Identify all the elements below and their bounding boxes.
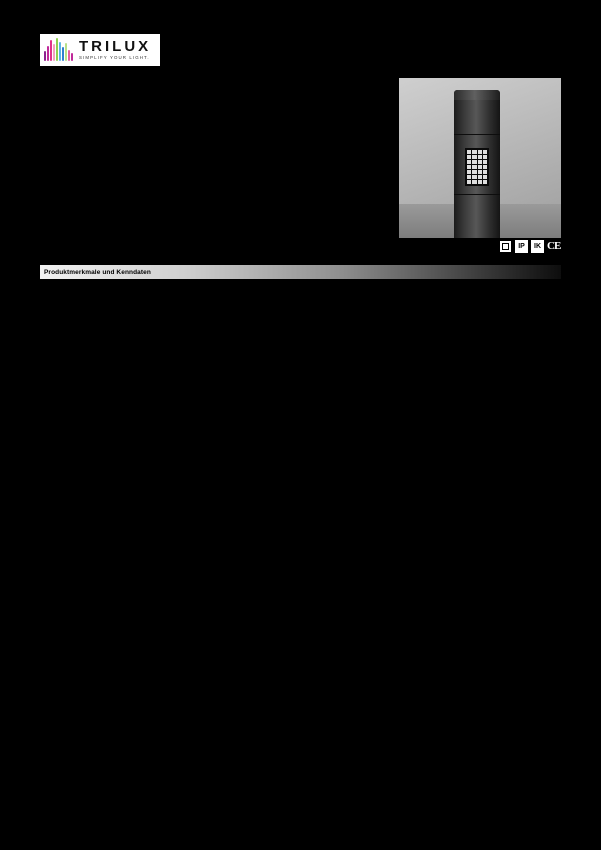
brand-name: TRILUX — [79, 38, 152, 56]
bollard-seam-bottom — [454, 194, 500, 195]
brand-tagline: SIMPLIFY YOUR LIGHT. — [79, 55, 150, 61]
brand-logo-text — [79, 39, 151, 60]
protection-class-2-icon — [499, 240, 512, 253]
ip-rating-icon: IP — [515, 240, 528, 253]
section-title: Produktmerkmale und Kenndaten — [44, 268, 151, 276]
impact-resistance-icon: IK — [531, 240, 544, 253]
bollard-cap — [454, 90, 500, 100]
section-header-bar — [40, 265, 561, 279]
product-image — [399, 78, 561, 238]
bollard-led-window — [465, 148, 489, 186]
pictogram-row — [499, 238, 561, 254]
ce-mark-icon: CE — [547, 239, 561, 252]
bollard-seam-top — [454, 134, 500, 135]
trilux-light-burst-icon — [43, 37, 75, 63]
brand-logo — [40, 34, 160, 66]
bollard-luminaire-graphic — [454, 90, 500, 238]
